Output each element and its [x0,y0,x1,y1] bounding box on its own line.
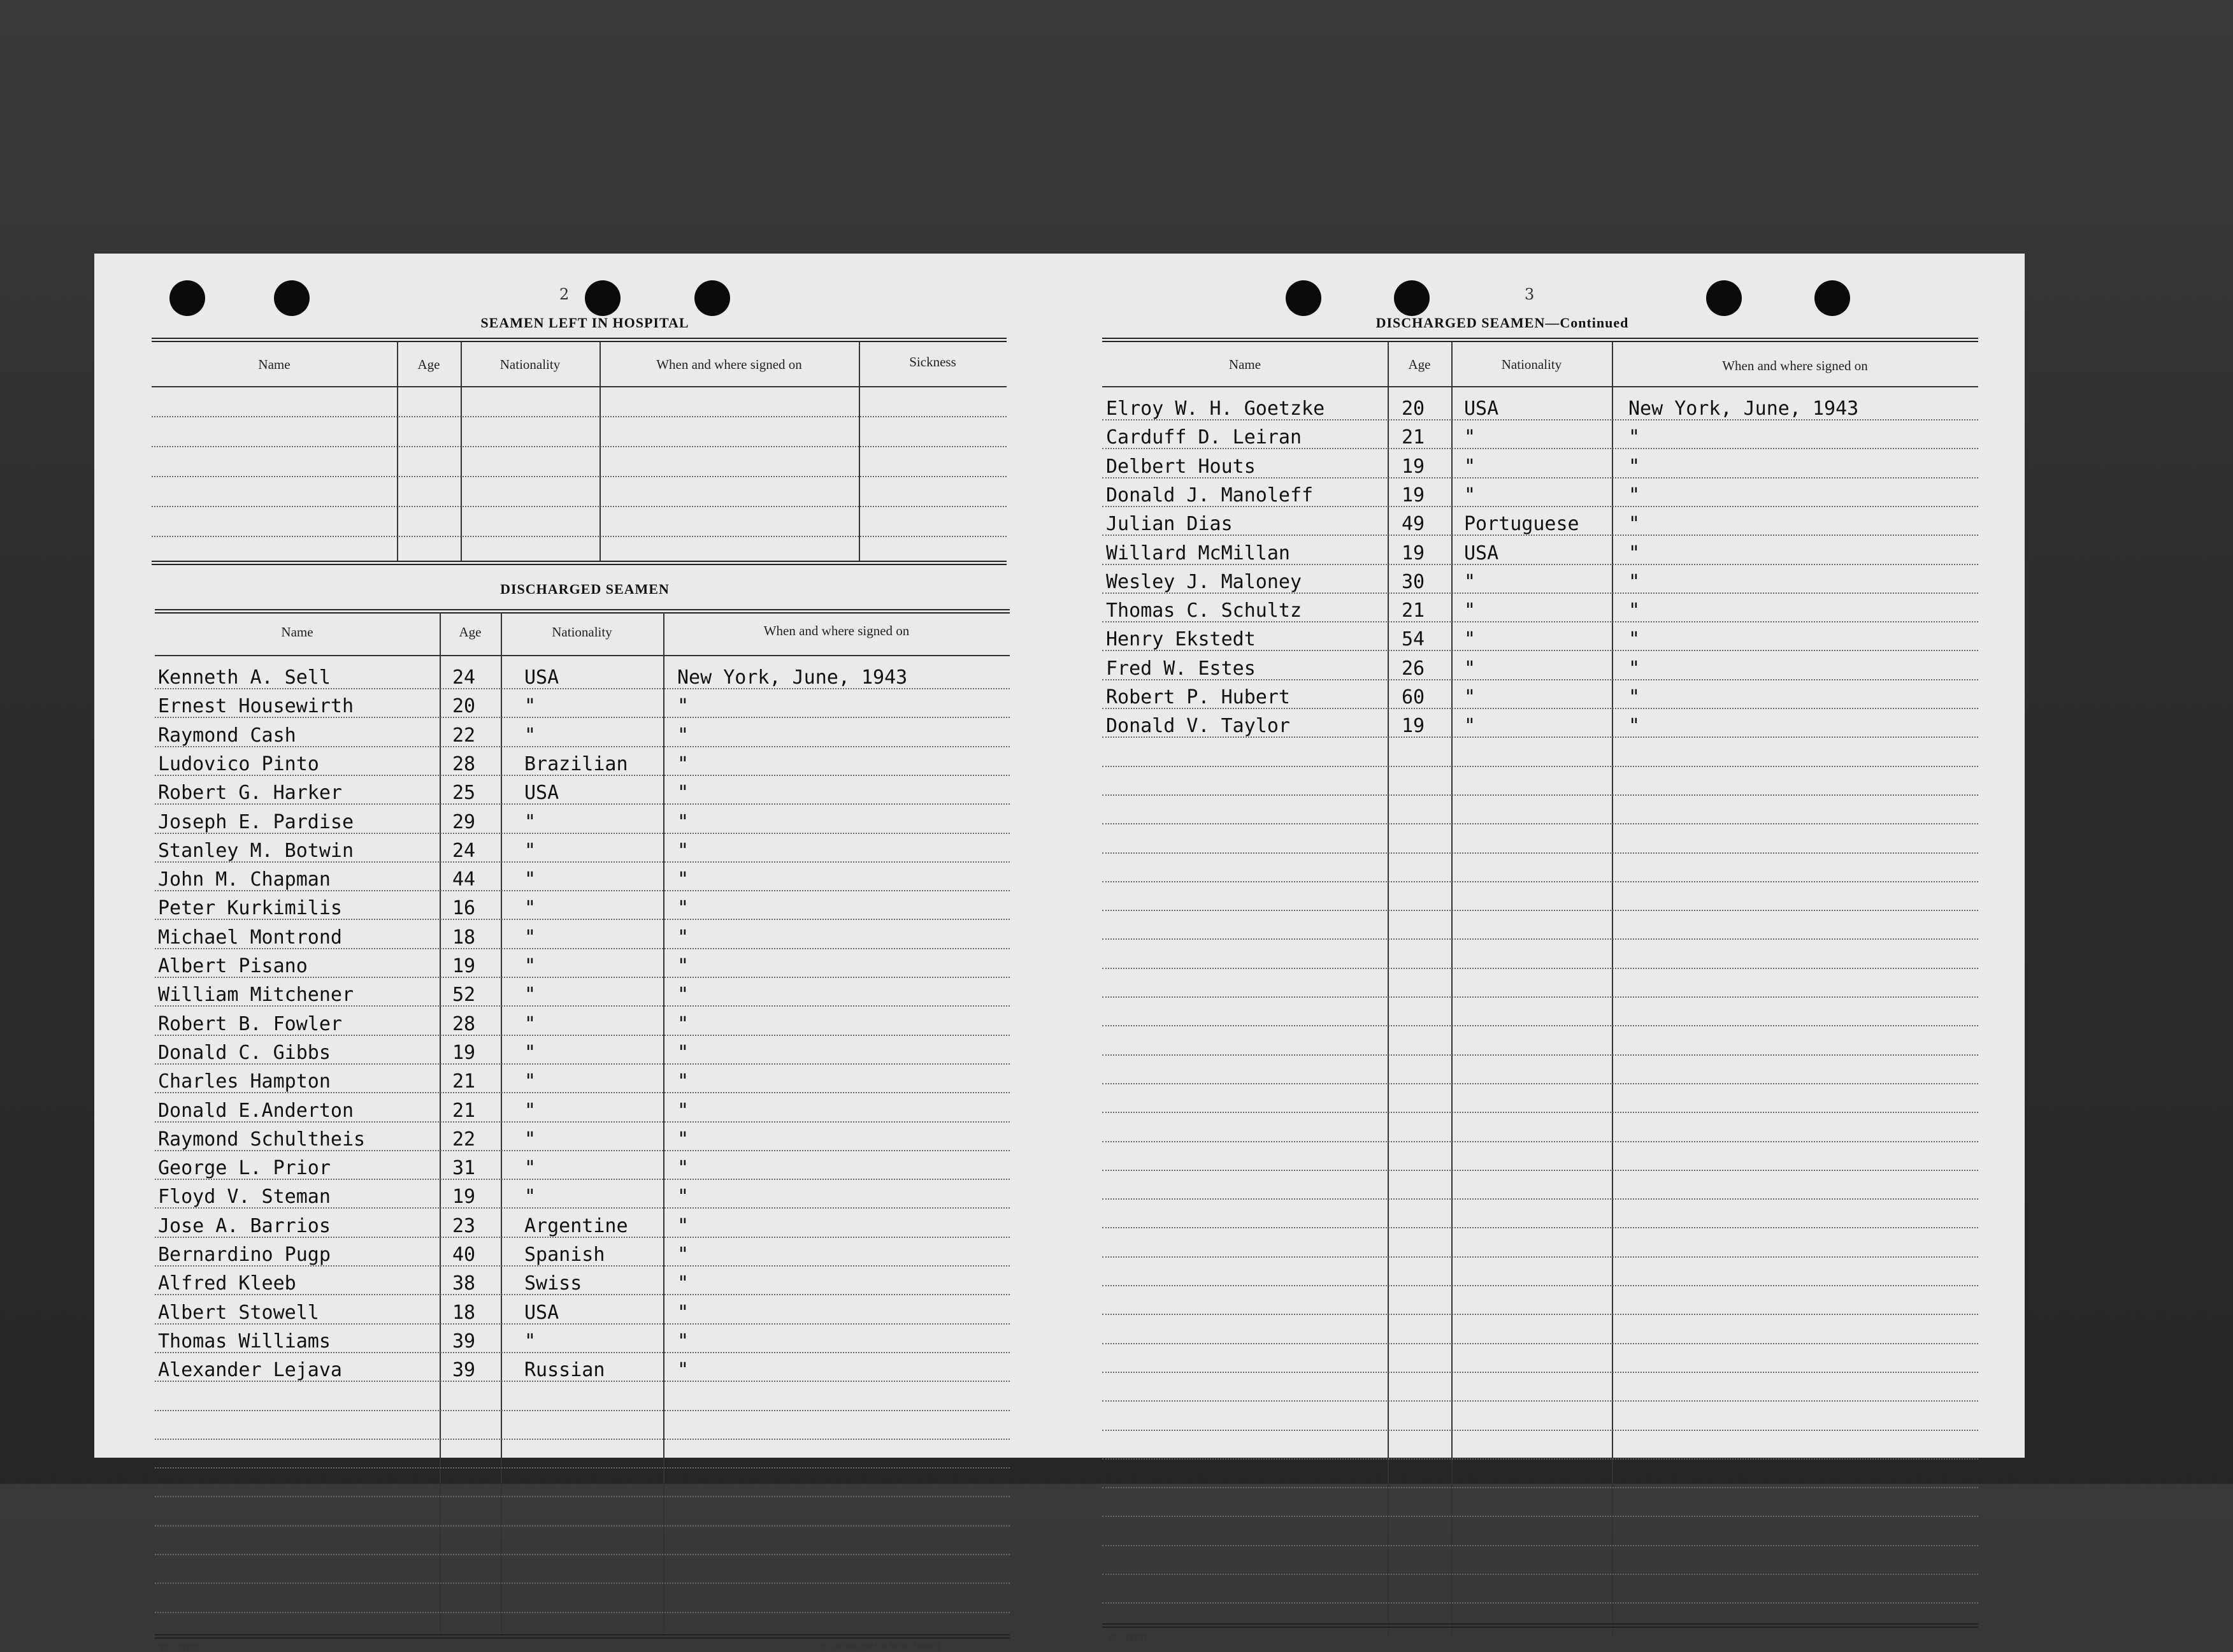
seaman-age: 16 [452,897,476,920]
seaman-nationality: " [524,955,536,977]
seaman-name: John M. Chapman [158,868,331,891]
seaman-name: Raymond Schultheis [158,1128,366,1151]
seaman-signed-on: " [677,782,689,805]
seaman-age: 60 [1402,686,1425,708]
hospital-col-name: Name [258,357,291,372]
seaman-name: Robert B. Fowler [158,1012,342,1035]
seaman-signed-on: " [677,724,689,747]
seaman-nationality: " [1464,426,1476,449]
seaman-signed-on: " [1628,600,1641,622]
seaman-signed-on: " [677,1359,689,1382]
discharged-col-nationality: Nationality [552,624,612,640]
seaman-signed-on: " [677,810,689,833]
seaman-age: 22 [452,724,476,747]
seaman-age: 21 [452,1070,476,1093]
hospital-col-age: Age [417,357,440,372]
seaman-nationality: " [524,984,536,1007]
hospital-col-sickness: Sickness [909,354,956,370]
punch-hole [1286,280,1321,316]
seaman-age: 24 [452,666,476,689]
seaman-age: 21 [452,1099,476,1122]
form-number: 16—17387 [1107,1633,1148,1642]
seaman-signed-on: " [677,1214,689,1237]
seaman-signed-on: " [1628,455,1641,478]
punch-hole [1706,280,1742,316]
seaman-name: Carduff D. Leiran [1106,426,1302,449]
seaman-nationality: USA [524,1301,559,1324]
seaman-signed-on: " [1628,686,1641,708]
seaman-age: 39 [452,1330,476,1353]
punch-hole [169,280,205,316]
seaman-age: 20 [452,695,476,718]
seaman-nationality: " [524,1186,536,1209]
discharged-section-title: DISCHARGED SEAMEN [500,581,670,597]
left-page [94,254,1050,1652]
seaman-age: 19 [452,1186,476,1209]
col-name: Name [1228,357,1261,372]
seaman-signed-on: " [1628,542,1641,564]
seaman-signed-on: " [677,1128,689,1151]
seaman-nationality: " [524,1070,536,1093]
seaman-age: 19 [1402,542,1425,564]
col-age: Age [1408,357,1431,372]
seaman-age: 20 [1402,398,1425,420]
seaman-age: 31 [452,1157,476,1180]
page-number: 2 [559,285,570,303]
seaman-name: Raymond Cash [158,724,296,747]
form-number: 16—17387 [159,1642,200,1652]
seaman-name: Elroy W. H. Goetzke [1106,398,1325,420]
seaman-age: 39 [452,1359,476,1382]
punch-hole [585,280,621,316]
discharged-col-age: Age [459,624,482,640]
seaman-nationality: " [524,695,536,718]
seaman-name: Albert Pisano [158,955,308,977]
seaman-age: 23 [452,1214,476,1237]
document-sheet [94,254,2025,1652]
discharged-col-name: Name [281,624,313,640]
seaman-name: Ludovico Pinto [158,752,319,775]
seaman-name: Kenneth A. Sell [158,666,331,689]
seaman-signed-on: " [1628,484,1641,506]
seaman-age: 22 [452,1128,476,1151]
seaman-name: Thomas Williams [158,1330,331,1353]
seaman-nationality: Portuguese [1464,513,1579,536]
seaman-name: Alfred Kleeb [158,1272,296,1295]
seaman-name: Thomas C. Schultz [1106,600,1302,622]
seaman-signed-on: " [1628,513,1641,536]
seaman-nationality: Argentine [524,1214,628,1237]
hospital-section-title: SEAMEN LEFT IN HOSPITAL [480,315,689,331]
seaman-nationality: " [524,868,536,891]
seaman-signed-on: " [677,1301,689,1324]
seaman-name: Donald E.Anderton [158,1099,354,1122]
seaman-signed-on: " [1628,628,1641,651]
punch-hole [1814,280,1850,316]
seaman-nationality: USA [524,666,559,689]
hospital-col-nationality: Nationality [499,357,561,372]
seaman-age: 21 [1402,426,1425,449]
seaman-nationality: USA [524,782,559,805]
seaman-age: 19 [1402,715,1425,738]
seaman-nationality: " [1464,628,1476,651]
seaman-signed-on: " [677,1330,689,1353]
right-page [1050,254,2025,1642]
col-signed: When and where signed on [1722,358,1868,373]
seaman-nationality: " [1464,686,1476,708]
seaman-name: Joseph E. Pardise [158,810,354,833]
seaman-signed-on: " [677,926,689,949]
seaman-nationality: " [524,1012,536,1035]
seaman-nationality: " [1464,657,1476,680]
seaman-name: Donald C. Gibbs [158,1041,331,1064]
seaman-nationality: Swiss [524,1272,582,1295]
discharged-continued-title: DISCHARGED SEAMEN—Continued [1375,315,1629,331]
seaman-signed-on: " [677,1070,689,1093]
seaman-signed-on: " [1628,715,1641,738]
seaman-signed-on: " [1628,570,1641,593]
seaman-nationality: Spanish [524,1244,605,1266]
seaman-age: 25 [452,782,476,805]
seaman-age: 19 [452,1041,476,1064]
seaman-age: 19 [1402,455,1425,478]
seaman-signed-on: " [677,1012,689,1035]
seaman-name: Wesley J. Maloney [1106,570,1302,593]
seaman-name: Alexander Lejava [158,1359,342,1382]
seaman-name: Charles Hampton [158,1070,331,1093]
seaman-nationality: " [524,810,536,833]
seaman-signed-on: " [1628,657,1641,680]
seaman-name: Albert Stowell [158,1301,319,1324]
seaman-signed-on: New York, June, 1943 [677,666,908,689]
seaman-name: Donald J. Manoleff [1106,484,1314,506]
seaman-signed-on: " [677,695,689,718]
seaman-name: Floyd V. Steman [158,1186,331,1209]
seaman-age: 26 [1402,657,1425,680]
seaman-signed-on: " [677,1272,689,1295]
seaman-nationality: " [524,1041,536,1064]
seaman-name: Robert G. Harker [158,782,342,805]
seaman-signed-on: " [1628,426,1641,449]
seaman-signed-on: " [677,1186,689,1209]
seaman-nationality: " [1464,715,1476,738]
seaman-age: 29 [452,810,476,833]
seaman-nationality: " [1464,600,1476,622]
seaman-name: Donald V. Taylor [1106,715,1290,738]
punch-hole [1394,280,1430,316]
col-nationality: Nationality [1501,357,1562,372]
seaman-age: 28 [452,752,476,775]
seaman-age: 54 [1402,628,1425,651]
seaman-nationality: " [1464,455,1476,478]
seaman-name: Jose A. Barrios [158,1214,331,1237]
seaman-age: 28 [452,1012,476,1035]
seaman-name: Robert P. Hubert [1106,686,1290,708]
seaman-name: Henry Ekstedt [1106,628,1256,651]
punch-hole [274,280,310,316]
seaman-nationality: " [524,1157,536,1180]
seaman-name: Delbert Houts [1106,455,1256,478]
discharged-col-signed: When and where signed on [763,623,910,638]
seaman-age: 52 [452,984,476,1007]
seaman-age: 24 [452,839,476,862]
seaman-age: 18 [452,1301,476,1324]
seaman-age: 40 [452,1244,476,1266]
seaman-nationality: USA [1464,542,1499,564]
seaman-age: 30 [1402,570,1425,593]
seaman-nationality: " [1464,570,1476,593]
seaman-age: 49 [1402,513,1425,536]
seaman-signed-on: " [677,752,689,775]
seaman-signed-on: " [677,1041,689,1064]
seaman-nationality: " [524,724,536,747]
seaman-nationality: " [524,897,536,920]
seaman-nationality: " [524,1128,536,1151]
page-number: 3 [1525,285,1535,303]
seaman-name: Willard McMillan [1106,542,1290,564]
seaman-signed-on: " [677,1244,689,1266]
seaman-name: Michael Montrond [158,926,342,949]
continued-note: [CONTINUED ON NEXT PAGE] [821,1641,940,1651]
seaman-age: 38 [452,1272,476,1295]
seaman-name: George L. Prior [158,1157,331,1180]
seaman-signed-on: " [677,1099,689,1122]
seaman-name: Julian Dias [1106,513,1233,536]
seaman-signed-on: " [677,1157,689,1180]
seaman-nationality: " [524,839,536,862]
seaman-age: 44 [452,868,476,891]
seaman-name: Peter Kurkimilis [158,897,342,920]
punch-hole [694,280,730,316]
seaman-age: 18 [452,926,476,949]
seaman-age: 19 [452,955,476,977]
seaman-name: Stanley M. Botwin [158,839,354,862]
seaman-nationality: Brazilian [524,752,628,775]
seaman-signed-on: " [677,839,689,862]
seaman-name: William Mitchener [158,984,354,1007]
seaman-name: Ernest Housewirth [158,695,354,718]
seaman-nationality: Russian [524,1359,605,1382]
hospital-col-signed: When and where signed on [656,357,802,372]
seaman-age: 21 [1402,600,1425,622]
seaman-nationality: " [524,1099,536,1122]
seaman-signed-on: " [677,955,689,977]
seaman-nationality: " [524,926,536,949]
seaman-nationality: " [524,1330,536,1353]
seaman-name: Fred W. Estes [1106,657,1256,680]
seaman-name: Bernardino Pugp [158,1244,331,1266]
seaman-age: 19 [1402,484,1425,506]
seaman-nationality: USA [1464,398,1499,420]
seaman-signed-on: " [677,984,689,1007]
seaman-signed-on: " [677,897,689,920]
seaman-nationality: " [1464,484,1476,506]
seaman-signed-on: " [677,868,689,891]
seaman-signed-on: New York, June, 1943 [1628,398,1859,420]
